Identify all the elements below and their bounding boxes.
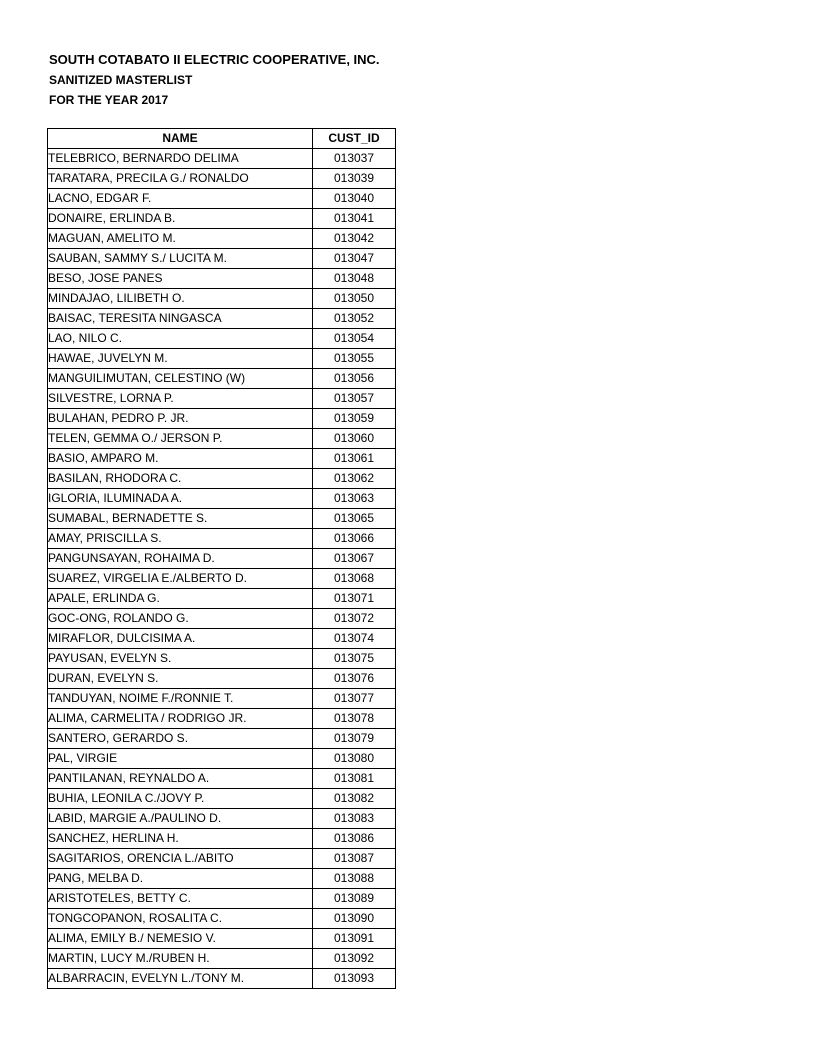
table-row	[48, 529, 396, 549]
table-row	[48, 429, 396, 449]
cell-cust-id: 013075	[313, 649, 396, 669]
cell-cust-id: 013057	[313, 389, 396, 409]
cell-name: LABID, MARGIE A./PAULINO D.	[48, 809, 313, 829]
cell-cust-id: 013062	[313, 469, 396, 489]
masterlist-table	[47, 128, 396, 989]
table-row	[48, 669, 396, 689]
cell-name: HAWAE, JUVELYN M.	[48, 349, 313, 369]
table-row	[48, 829, 396, 849]
cell-cust-id: 013066	[313, 529, 396, 549]
cell-name: ARISTOTELES, BETTY C.	[48, 889, 313, 909]
cell-name: BAISAC, TERESITA NINGASCA	[48, 309, 313, 329]
table-row	[48, 369, 396, 389]
cell-cust-id: 013054	[313, 329, 396, 349]
cell-name: PANGUNSAYAN, ROHAIMA D.	[48, 549, 313, 569]
cell-cust-id: 013041	[313, 209, 396, 229]
cell-cust-id: 013048	[313, 269, 396, 289]
table-row	[48, 729, 396, 749]
cell-cust-id: 013089	[313, 889, 396, 909]
cell-cust-id: 013037	[313, 149, 396, 169]
cell-name: TONGCOPANON, ROSALITA C.	[48, 909, 313, 929]
cell-cust-id: 013067	[313, 549, 396, 569]
table-row	[48, 269, 396, 289]
cell-name: BASIO, AMPARO M.	[48, 449, 313, 469]
cell-name: SILVESTRE, LORNA P.	[48, 389, 313, 409]
cell-name: SUMABAL, BERNADETTE S.	[48, 509, 313, 529]
table-row	[48, 849, 396, 869]
cell-name: BUHIA, LEONILA C./JOVY P.	[48, 789, 313, 809]
cell-name: ALIMA, EMILY B./ NEMESIO V.	[48, 929, 313, 949]
cell-cust-id: 013068	[313, 569, 396, 589]
cell-name: MINDAJAO, LILIBETH O.	[48, 289, 313, 309]
table-row	[48, 969, 396, 989]
cell-name: MANGUILIMUTAN, CELESTINO (W)	[48, 369, 313, 389]
cell-name: MAGUAN, AMELITO M.	[48, 229, 313, 249]
table-row	[48, 949, 396, 969]
table-row	[48, 409, 396, 429]
cell-cust-id: 013078	[313, 709, 396, 729]
table-row	[48, 749, 396, 769]
cell-cust-id: 013052	[313, 309, 396, 329]
column-header-cust-id: CUST_ID	[313, 129, 396, 149]
cell-name: MIRAFLOR, DULCISIMA A.	[48, 629, 313, 649]
cell-name: TELEN, GEMMA O./ JERSON P.	[48, 429, 313, 449]
cell-name: SAGITARIOS, ORENCIA L./ABITO	[48, 849, 313, 869]
cell-cust-id: 013076	[313, 669, 396, 689]
table-header-row	[48, 129, 396, 149]
cell-name: SANCHEZ, HERLINA H.	[48, 829, 313, 849]
table-row	[48, 289, 396, 309]
table-row	[48, 769, 396, 789]
cell-cust-id: 013083	[313, 809, 396, 829]
cell-cust-id: 013056	[313, 369, 396, 389]
table-row	[48, 709, 396, 729]
table-row	[48, 329, 396, 349]
cell-name: MARTIN, LUCY M./RUBEN H.	[48, 949, 313, 969]
cell-cust-id: 013063	[313, 489, 396, 509]
cell-cust-id: 013047	[313, 249, 396, 269]
cell-cust-id: 013077	[313, 689, 396, 709]
table-row	[48, 629, 396, 649]
cell-cust-id: 013061	[313, 449, 396, 469]
cell-cust-id: 013079	[313, 729, 396, 749]
table-row	[48, 869, 396, 889]
cell-name: IGLORIA, ILUMINADA A.	[48, 489, 313, 509]
cell-cust-id: 013071	[313, 589, 396, 609]
table-row	[48, 489, 396, 509]
cell-cust-id: 013092	[313, 949, 396, 969]
table-row	[48, 549, 396, 569]
cell-name: SAUBAN, SAMMY S./ LUCITA M.	[48, 249, 313, 269]
cell-name: TANDUYAN, NOIME F./RONNIE T.	[48, 689, 313, 709]
table-row	[48, 649, 396, 669]
cell-name: DONAIRE, ERLINDA B.	[48, 209, 313, 229]
cell-cust-id: 013080	[313, 749, 396, 769]
cell-cust-id: 013072	[313, 609, 396, 629]
cell-cust-id: 013050	[313, 289, 396, 309]
cell-name: TELEBRICO, BERNARDO DELIMA	[48, 149, 313, 169]
document-year: FOR THE YEAR 2017	[49, 93, 169, 107]
cell-cust-id: 013074	[313, 629, 396, 649]
cell-name: TARATARA, PRECILA G./ RONALDO	[48, 169, 313, 189]
cell-cust-id: 013086	[313, 829, 396, 849]
cell-name: APALE, ERLINDA G.	[48, 589, 313, 609]
table-row	[48, 169, 396, 189]
table-row	[48, 469, 396, 489]
table-row	[48, 809, 396, 829]
table-row	[48, 509, 396, 529]
cell-name: LAO, NILO C.	[48, 329, 313, 349]
cell-name: GOC-ONG, ROLANDO G.	[48, 609, 313, 629]
cell-name: PANTILANAN, REYNALDO A.	[48, 769, 313, 789]
cell-name: PANG, MELBA D.	[48, 869, 313, 889]
table-row	[48, 889, 396, 909]
cell-cust-id: 013055	[313, 349, 396, 369]
cell-name: PAL, VIRGIE	[48, 749, 313, 769]
cell-name: ALBARRACIN, EVELYN L./TONY M.	[48, 969, 313, 989]
table-row	[48, 609, 396, 629]
table-row	[48, 689, 396, 709]
cell-cust-id: 013087	[313, 849, 396, 869]
cell-name: BESO, JOSE PANES	[48, 269, 313, 289]
cell-cust-id: 013059	[313, 409, 396, 429]
table-row	[48, 389, 396, 409]
table-row	[48, 349, 396, 369]
table-body	[48, 149, 396, 989]
cell-name: DURAN, EVELYN S.	[48, 669, 313, 689]
table-row	[48, 309, 396, 329]
column-header-name: NAME	[48, 129, 313, 149]
cell-cust-id: 013065	[313, 509, 396, 529]
table-row	[48, 149, 396, 169]
table-row	[48, 189, 396, 209]
table-row	[48, 249, 396, 269]
cell-name: ALIMA, CARMELITA / RODRIGO JR.	[48, 709, 313, 729]
cell-cust-id: 013039	[313, 169, 396, 189]
cell-cust-id: 013088	[313, 869, 396, 889]
cell-name: LACNO, EDGAR F.	[48, 189, 313, 209]
cell-cust-id: 013090	[313, 909, 396, 929]
cell-name: BASILAN, RHODORA C.	[48, 469, 313, 489]
cell-cust-id: 013081	[313, 769, 396, 789]
table-row	[48, 449, 396, 469]
cell-name: SANTERO, GERARDO S.	[48, 729, 313, 749]
cell-cust-id: 013060	[313, 429, 396, 449]
cell-cust-id: 013040	[313, 189, 396, 209]
table-row	[48, 569, 396, 589]
cell-name: AMAY, PRISCILLA S.	[48, 529, 313, 549]
table-row	[48, 929, 396, 949]
cell-cust-id: 013091	[313, 929, 396, 949]
cell-name: BULAHAN, PEDRO P. JR.	[48, 409, 313, 429]
cell-cust-id: 013082	[313, 789, 396, 809]
table-row	[48, 909, 396, 929]
table-row	[48, 589, 396, 609]
cell-cust-id: 013093	[313, 969, 396, 989]
document-title: SANITIZED MASTERLIST	[49, 73, 193, 87]
table-row	[48, 229, 396, 249]
cell-cust-id: 013042	[313, 229, 396, 249]
cell-name: SUAREZ, VIRGELIA E./ALBERTO D.	[48, 569, 313, 589]
cell-name: PAYUSAN, EVELYN S.	[48, 649, 313, 669]
table-row	[48, 209, 396, 229]
table-row	[48, 789, 396, 809]
company-name: SOUTH COTABATO II ELECTRIC COOPERATIVE, INC.	[49, 52, 380, 67]
document-header	[49, 50, 380, 110]
